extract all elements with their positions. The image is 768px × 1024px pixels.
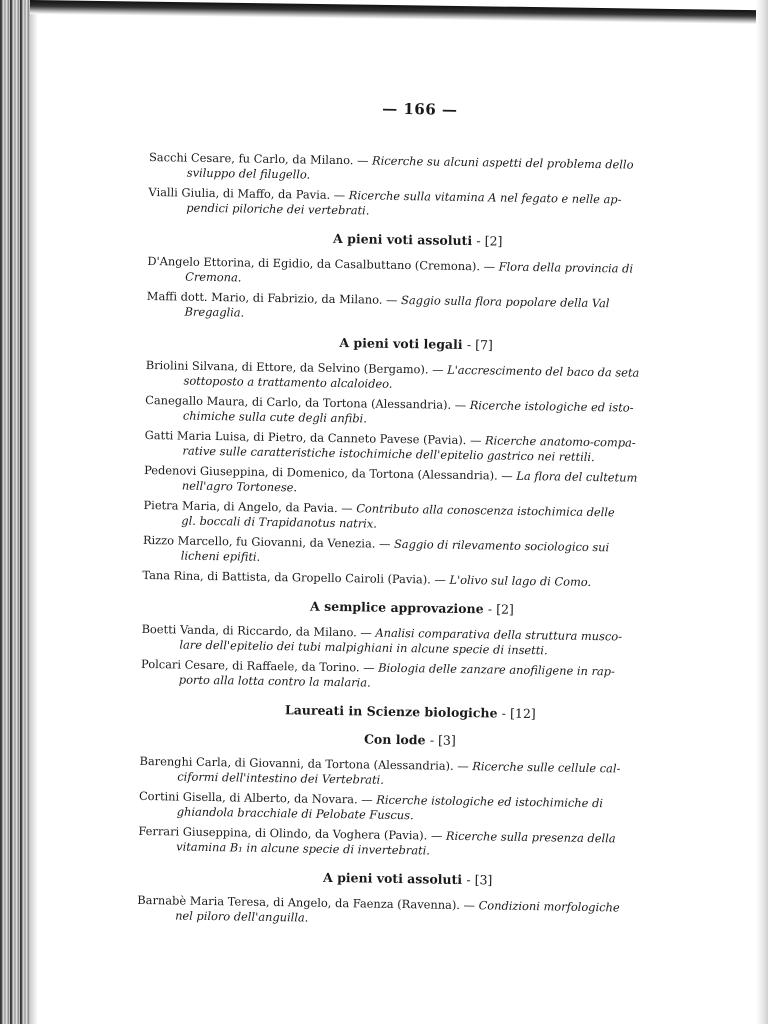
entry-author: Maffi dott. Mario, di Fabrizio, da Milano. [146,288,383,307]
section-heading [140,700,680,723]
graduate-entry: Ferrari Giuseppina, di Olindo, da Voghera (Pavia). — Ricerche sulla presenza della vitamina B₁ in alcune specie di invertebrati. [138,824,678,862]
entry-author: D'Angelo Ettorina, di Egidio, da Casalbuttano (Cremona). [147,253,481,274]
thesis-title-continued: porto alla lotta contro la malaria. [178,672,371,690]
page-content [137,96,690,924]
graduate-entry: Barenghi Carla, di Giovanni, da Tortona (Alessandria). — Ricerche sulle cellule cal- ciformi dell'intestino dei Vertebrati. [139,754,679,792]
graduate-entry: Pedenovi Giuseppina, di Domenico, da Tortona (Alessandria). — La flora del cultetum nell'agro Tortonese. [144,463,684,501]
page-gutter-shadow [30,0,38,1024]
entry-author: Sacchi Cesare, fu Carlo, da Milano. [148,149,354,168]
graduate-entry: Barnabè Maria Teresa, di Angelo, da Faenza (Ravenna). — Condizioni morfologiche nel piloro dell'anguilla. [137,893,677,931]
section-count: - [2] [487,601,514,617]
entry-author: Pedenovi Giuseppina, di Domenico, da Tortona (Alessandria). [144,462,498,483]
thesis-title-continued: nell'agro Tortonese. [181,478,298,495]
thesis-title: Ricerche sulla vitamina A nel fegato e nelle ap- [348,188,622,207]
thesis-title-continued: chimiche sulla cute degli anfibi. [182,408,368,426]
graduate-entry: Briolini Silvana, di Ettore, da Selvino (Bergamo). — L'accrescimento del baco da seta sottoposto a trattamento alcaloideo. [145,358,685,396]
entry-author: Rizzo Marcello, fu Giovanni, da Venezia. [142,532,376,551]
thesis-title-continued: licheni epifiti. [180,548,261,564]
book-binding-spine [0,0,30,1024]
section-heading-text: A semplice approvazione [309,598,484,617]
page-number: — 166 — [382,99,458,119]
graduate-entry: Boetti Vanda, di Riccardo, da Milano. — Analisi comparativa della struttura musco- lare dell'epitelio dei tubi malpighiani in alcune specie di insetti. [141,622,681,660]
graduate-entry: Vialli Giulia, di Maffo, da Pavia. — Ricerche sulla vitamina A nel fegato e nelle ap- pendici piloriche dei vertebrati. [148,185,688,223]
section-heading [142,596,682,619]
scan-right-edge [756,0,768,1024]
thesis-title: Ricerche su alcuni aspetti del problema dello [371,153,634,172]
thesis-title-continued: Bregaglia. [184,304,245,320]
graduate-entry: Canegallo Maura, di Carlo, da Tortona (Alessandria). — Ricerche istologiche ed isto- chimiche sulla cute degli anfibi. [145,393,685,431]
thesis-title: Analisi comparativa della struttura musco- [375,625,623,644]
thesis-title: Ricerche sulla presenza della [445,828,616,846]
graduate-entry: Tana Rina, di Battista, da Gropello Cairoli (Pavia). — L'olivo sul lago di Como. [142,567,592,589]
thesis-title: Ricerche istologiche ed isto- [469,398,634,415]
graduate-entry: Polcari Cesare, di Raffaele, da Torino. — Biologia delle zanzare anofiligene in rap- porto alla lotta contro la malaria. [141,657,681,695]
thesis-title-continued: lare dell'epitelio dei tubi malpighiani in alcune specie di insetti. [179,637,548,658]
thesis-title: Condizioni morfologiche [478,898,620,915]
entry-author: Tana Rina, di Battista, da Gropello Cairoli (Pavia). [142,567,431,587]
section-heading [148,228,688,251]
section-count: - [3] [429,732,456,748]
section-heading [146,332,686,355]
graduate-entry: Cortini Gisella, di Alberto, da Novara. — Ricerche istologiche ed istochimiche di ghiandola bracchiale di Pelobate Fuscus. [139,789,679,827]
thesis-title-continued: sviluppo del filugello. [186,165,311,182]
thesis-title: L'olivo sul lago di Como. [449,572,592,589]
entry-author: Boetti Vanda, di Riccardo, da Milano. [141,621,357,640]
thesis-title: Ricerche istologiche ed istochimiche di [376,792,604,811]
thesis-title-continued: nel piloro dell'anguilla. [175,908,309,925]
section-heading [138,867,678,890]
section-heading-text: A pieni voti assoluti [333,230,473,249]
thesis-title-continued: ciformi dell'intestino dei Vertebrati. [177,769,384,787]
section-heading-text: A pieni voti assoluti [322,869,463,887]
thesis-title: Saggio di rilevamento sociologico sui [393,536,610,555]
thesis-title-continued: Cremona. [185,269,242,285]
thesis-title: Flora della provincia di [498,259,634,276]
graduate-entry: Pietra Maria, di Angelo, da Pavia. — Contributo alla conoscenza istochimica delle gl. boccali di Trapidanotus natrix. [143,498,683,536]
thesis-title-continued: vitamina B₁ in alcune specie di invertebrati. [176,839,431,858]
thesis-title-continued: gl. boccali di Trapidanotus natrix. [181,513,378,531]
thesis-title-continued: pendici piloriche dei vertebrati. [186,200,370,218]
section-count: - [12] [501,705,536,722]
entry-author: Briolini Silvana, di Ettore, da Selvino (Bergamo). [145,357,429,377]
entry-author: Polcari Cesare, di Raffaele, da Torino. [140,656,360,675]
entry-author: Cortini Gisella, di Alberto, da Novara. [138,788,358,807]
thesis-title: Ricerche anatomo-compa- [484,433,636,450]
graduate-entry: Sacchi Cesare, fu Carlo, da Milano. — Ricerche su alcuni aspetti del problema dello sviluppo del filugello. [149,150,689,188]
graduate-entry: Maffi dott. Mario, di Fabrizio, da Milano. — Saggio sulla flora popolare della Val Bregaglia. [146,289,686,327]
thesis-title: Saggio sulla flora popolare della Val [401,292,610,311]
graduate-entry: Gatti Maria Luisa, di Pietro, da Canneto Pavese (Pavia). — Ricerche anatomo-compa- rative sulle caratteristiche istochimiche dell'epitelio gastrico nei rettili. [144,428,684,466]
entry-author: Canegallo Maura, di Carlo, da Tortona (Alessandria). [145,392,452,412]
section-count: - [2] [476,233,503,249]
entry-author: Ferrari Giuseppina, di Olindo, da Voghera (Pavia). [138,823,428,843]
graduate-entry: Rizzo Marcello, fu Giovanni, da Venezia. — Saggio di rilevamento sociologico sui licheni epifiti. [143,533,683,571]
scan-top-edge [30,0,768,24]
thesis-title: Contributo alla conoscenza istochimica delle [356,501,615,520]
graduate-entry: D'Angelo Ettorina, di Egidio, da Casalbuttano (Cremona). — Flora della provincia di Cremona. [147,254,687,292]
section-count: - [3] [466,872,493,888]
entry-author: Gatti Maria Luisa, di Pietro, da Canneto Pavese (Pavia). [144,427,467,448]
section-heading-text: Con lode [363,731,426,748]
thesis-title-continued: ghiandola bracchiale di Pelobate Fuscus. [176,804,414,823]
thesis-title: Ricerche sulle cellule cal- [472,759,621,776]
thesis-title: L'accrescimento del baco da seta [447,362,640,380]
section-heading-text: A pieni voti legali [339,335,463,352]
entry-author: Vialli Giulia, di Maffo, da Pavia. [148,184,331,202]
entry-author: Barenghi Carla, di Giovanni, da Tortona (Alessandria). [139,753,454,773]
section-count: - [7] [466,337,493,353]
section-heading [140,728,680,751]
thesis-title: Biologia delle zanzare anofiligene in rap- [378,660,615,679]
section-heading-text: Laureati in Scienze biologiche [284,702,498,721]
entry-author: Barnabè Maria Teresa, di Angelo, da Faenza (Ravenna). [137,892,461,912]
entry-author: Pietra Maria, di Angelo, da Pavia. [143,497,338,515]
thesis-title-continued: sottoposto a trattamento alcaloideo. [183,373,393,391]
thesis-title-continued: rative sulle caratteristiche istochimiche dell'epitelio gastrico nei rettili. [182,443,595,465]
thesis-title: La flora del cultetum [516,468,638,485]
